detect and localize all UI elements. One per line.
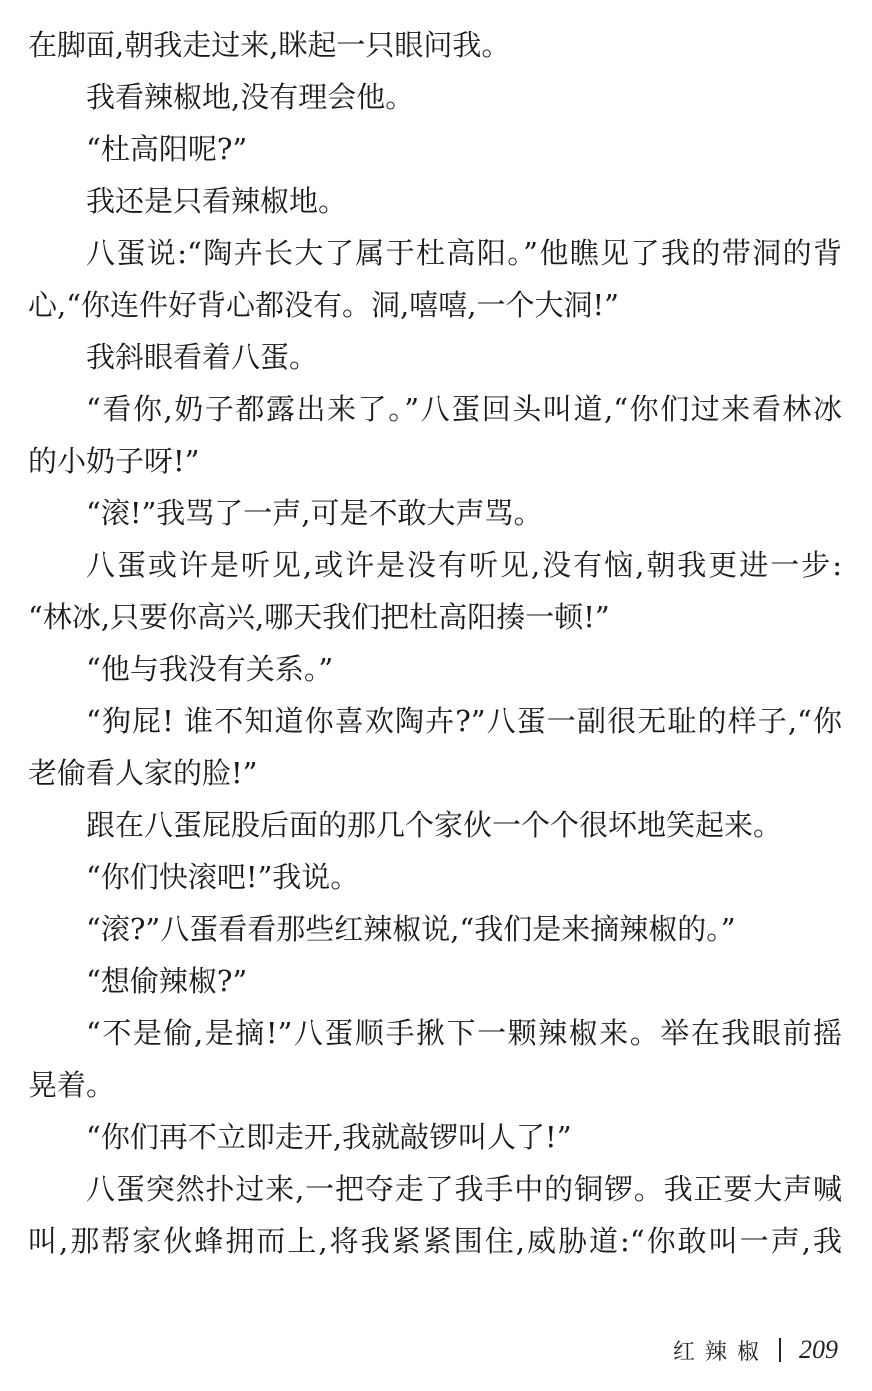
text-line: 我看辣椒地,没有理会他。 [86, 80, 415, 114]
footer-divider [779, 1338, 781, 1362]
text-line: “你们快滚吧!”我说。 [86, 860, 360, 894]
text-line: 的小奶子呀!” [28, 444, 200, 478]
text-line: “想偷辣椒?” [86, 964, 248, 998]
text-line: 在脚面,朝我走过来,眯起一只眼问我。 [28, 28, 511, 62]
text-line: “杜高阳呢?” [86, 132, 248, 166]
text-line: 八蛋说:“陶卉长大了属于杜高阳。”他瞧见了我的带洞的背 [86, 236, 842, 270]
text-line: 跟在八蛋屁股后面的那几个家伙一个个很坏地笑起来。 [86, 808, 783, 842]
text-line: “林冰,只要你高兴,哪天我们把杜高阳揍一顿!” [28, 600, 610, 634]
text-line: “滚?”八蛋看看那些红辣椒说,“我们是来摘辣椒的。” [86, 912, 736, 946]
text-line: 老偷看人家的脸!” [28, 756, 258, 790]
text-line: 八蛋突然扑过来,一把夺走了我手中的铜锣。我正要大声喊 [86, 1172, 842, 1206]
text-line: “滚!”我骂了一声,可是不敢大声骂。 [86, 496, 543, 530]
text-line: 心,“你连件好背心都没有。洞,嘻嘻,一个大洞!” [28, 288, 619, 322]
page-footer [673, 1330, 838, 1370]
text-line: “他与我没有关系。” [86, 652, 334, 686]
text-line: 八蛋或许是听见,或许是没有听见,没有恼,朝我更进一步: [86, 548, 842, 582]
page-number: 209 [799, 1335, 838, 1364]
text-line: 叫,那帮家伙蜂拥而上,将我紧紧围住,威胁道:“你敢叫一声,我 [28, 1224, 842, 1258]
text-line: “不是偷,是摘!”八蛋顺手揪下一颗辣椒来。举在我眼前摇 [86, 1016, 842, 1050]
running-title: 红辣椒 [672, 1339, 769, 1365]
text-line: 我还是只看辣椒地。 [86, 184, 348, 218]
body-text [28, 19, 842, 1267]
text-line: “你们再不立即走开,我就敲锣叫人了!” [86, 1120, 572, 1154]
text-line: 我斜眼看着八蛋。 [86, 340, 319, 374]
text-line: “看你,奶子都露出来了。”八蛋回头叫道,“你们过来看林冰 [86, 392, 842, 426]
text-line: “狗屁! 谁不知道你喜欢陶卉?”八蛋一副很无耻的样子,“你 [86, 704, 842, 738]
text-line: 晃着。 [28, 1068, 116, 1102]
